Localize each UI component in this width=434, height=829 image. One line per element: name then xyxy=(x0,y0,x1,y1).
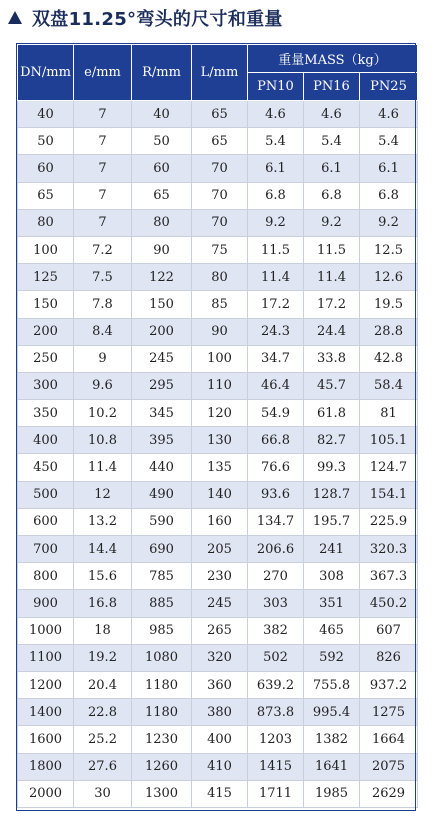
header-row-1 xyxy=(18,45,418,73)
cell-r: 440 xyxy=(132,454,192,481)
cell-l: 70 xyxy=(192,155,248,182)
cell-pn10: 1203 xyxy=(248,726,304,753)
cell-r: 1180 xyxy=(132,699,192,726)
cell-dn: 60 xyxy=(18,155,74,182)
cell-pn25: 320.3 xyxy=(360,536,418,563)
table-row xyxy=(18,155,418,182)
cell-e: 19.2 xyxy=(74,644,132,671)
cell-dn: 1800 xyxy=(18,753,74,780)
cell-pn25: 6.1 xyxy=(360,155,418,182)
cell-pn16: 61.8 xyxy=(304,400,360,427)
cell-pn16: 465 xyxy=(304,617,360,644)
cell-l: 380 xyxy=(192,699,248,726)
cell-pn16: 33.8 xyxy=(304,345,360,372)
cell-e: 7 xyxy=(74,101,132,128)
header-e: e/mm xyxy=(74,45,132,101)
cell-l: 120 xyxy=(192,400,248,427)
cell-e: 15.6 xyxy=(74,563,132,590)
cell-dn: 800 xyxy=(18,563,74,590)
cell-dn: 600 xyxy=(18,508,74,535)
cell-pn10: 382 xyxy=(248,617,304,644)
cell-r: 295 xyxy=(132,372,192,399)
cell-e: 11.4 xyxy=(74,454,132,481)
cell-pn10: 17.2 xyxy=(248,291,304,318)
cell-r: 1180 xyxy=(132,671,192,698)
cell-pn25: 105.1 xyxy=(360,427,418,454)
cell-dn: 500 xyxy=(18,481,74,508)
cell-pn16: 592 xyxy=(304,644,360,671)
cell-pn16: 45.7 xyxy=(304,372,360,399)
cell-pn10: 270 xyxy=(248,563,304,590)
header-pn25: PN25 xyxy=(360,73,418,101)
cell-pn10: 873.8 xyxy=(248,699,304,726)
cell-e: 8.4 xyxy=(74,318,132,345)
cell-pn16: 11.5 xyxy=(304,236,360,263)
cell-r: 60 xyxy=(132,155,192,182)
table-row xyxy=(18,780,418,807)
cell-r: 590 xyxy=(132,508,192,535)
cell-pn16: 308 xyxy=(304,563,360,590)
cell-l: 70 xyxy=(192,182,248,209)
cell-pn25: 607 xyxy=(360,617,418,644)
cell-pn10: 54.9 xyxy=(248,400,304,427)
cell-pn16: 351 xyxy=(304,590,360,617)
cell-pn16: 4.6 xyxy=(304,101,360,128)
table-row xyxy=(18,264,418,291)
cell-pn16: 11.4 xyxy=(304,264,360,291)
cell-pn25: 124.7 xyxy=(360,454,418,481)
cell-dn: 900 xyxy=(18,590,74,617)
cell-pn10: 6.1 xyxy=(248,155,304,182)
cell-dn: 1100 xyxy=(18,644,74,671)
cell-pn25: 2075 xyxy=(360,753,418,780)
cell-pn25: 12.5 xyxy=(360,236,418,263)
cell-e: 7.8 xyxy=(74,291,132,318)
cell-pn25: 19.5 xyxy=(360,291,418,318)
cell-l: 360 xyxy=(192,671,248,698)
cell-l: 400 xyxy=(192,726,248,753)
cell-e: 7 xyxy=(74,209,132,236)
cell-e: 9 xyxy=(74,345,132,372)
cell-r: 785 xyxy=(132,563,192,590)
cell-dn: 1400 xyxy=(18,699,74,726)
cell-l: 100 xyxy=(192,345,248,372)
cell-r: 345 xyxy=(132,400,192,427)
page-title: 双盘11.25°弯头的尺寸和重量 xyxy=(32,9,283,30)
cell-r: 395 xyxy=(132,427,192,454)
cell-l: 265 xyxy=(192,617,248,644)
cell-r: 1260 xyxy=(132,753,192,780)
cell-pn10: 303 xyxy=(248,590,304,617)
cell-pn10: 206.6 xyxy=(248,536,304,563)
cell-pn10: 4.6 xyxy=(248,101,304,128)
table-row xyxy=(18,236,418,263)
cell-dn: 300 xyxy=(18,372,74,399)
table-row xyxy=(18,400,418,427)
cell-dn: 1000 xyxy=(18,617,74,644)
cell-pn10: 134.7 xyxy=(248,508,304,535)
cell-l: 245 xyxy=(192,590,248,617)
cell-l: 85 xyxy=(192,291,248,318)
cell-pn16: 9.2 xyxy=(304,209,360,236)
cell-pn16: 5.4 xyxy=(304,128,360,155)
cell-r: 122 xyxy=(132,264,192,291)
cell-dn: 65 xyxy=(18,182,74,209)
cell-e: 7 xyxy=(74,182,132,209)
cell-r: 65 xyxy=(132,182,192,209)
cell-dn: 100 xyxy=(18,236,74,263)
cell-pn10: 6.8 xyxy=(248,182,304,209)
cell-pn25: 5.4 xyxy=(360,128,418,155)
cell-e: 7 xyxy=(74,128,132,155)
cell-l: 160 xyxy=(192,508,248,535)
cell-pn25: 28.8 xyxy=(360,318,418,345)
table-row xyxy=(18,128,418,155)
cell-pn16: 1985 xyxy=(304,780,360,807)
cell-pn16: 128.7 xyxy=(304,481,360,508)
cell-dn: 2000 xyxy=(18,780,74,807)
cell-r: 985 xyxy=(132,617,192,644)
cell-pn25: 826 xyxy=(360,644,418,671)
table-row xyxy=(18,563,418,590)
table-row xyxy=(18,699,418,726)
header-pn16: PN16 xyxy=(304,73,360,101)
cell-pn25: 1275 xyxy=(360,699,418,726)
cell-dn: 40 xyxy=(18,101,74,128)
cell-pn25: 9.2 xyxy=(360,209,418,236)
cell-pn10: 11.5 xyxy=(248,236,304,263)
table-row xyxy=(18,345,418,372)
header-dn: DN/mm xyxy=(18,45,74,101)
cell-pn16: 241 xyxy=(304,536,360,563)
cell-r: 245 xyxy=(132,345,192,372)
cell-r: 1080 xyxy=(132,644,192,671)
cell-r: 690 xyxy=(132,536,192,563)
header-r: R/mm xyxy=(132,45,192,101)
cell-pn25: 58.4 xyxy=(360,372,418,399)
cell-l: 65 xyxy=(192,101,248,128)
cell-e: 16.8 xyxy=(74,590,132,617)
cell-pn25: 1664 xyxy=(360,726,418,753)
cell-e: 18 xyxy=(74,617,132,644)
cell-dn: 200 xyxy=(18,318,74,345)
cell-r: 490 xyxy=(132,481,192,508)
cell-r: 1230 xyxy=(132,726,192,753)
cell-l: 130 xyxy=(192,427,248,454)
cell-e: 7.5 xyxy=(74,264,132,291)
cell-l: 410 xyxy=(192,753,248,780)
cell-r: 885 xyxy=(132,590,192,617)
cell-pn25: 450.2 xyxy=(360,590,418,617)
cell-e: 7.2 xyxy=(74,236,132,263)
cell-dn: 125 xyxy=(18,264,74,291)
cell-l: 75 xyxy=(192,236,248,263)
table-row xyxy=(18,372,418,399)
table-body xyxy=(18,101,418,808)
table-row xyxy=(18,291,418,318)
table-row xyxy=(18,617,418,644)
cell-l: 415 xyxy=(192,780,248,807)
header-mass: 重量MASS（kg） xyxy=(248,45,418,73)
cell-e: 7 xyxy=(74,155,132,182)
cell-e: 10.2 xyxy=(74,400,132,427)
cell-e: 22.8 xyxy=(74,699,132,726)
table-row xyxy=(18,427,418,454)
table-row xyxy=(18,671,418,698)
cell-pn10: 9.2 xyxy=(248,209,304,236)
cell-r: 40 xyxy=(132,101,192,128)
cell-e: 25.2 xyxy=(74,726,132,753)
cell-dn: 50 xyxy=(18,128,74,155)
cell-e: 10.8 xyxy=(74,427,132,454)
cell-pn16: 24.4 xyxy=(304,318,360,345)
cell-dn: 350 xyxy=(18,400,74,427)
cell-pn10: 76.6 xyxy=(248,454,304,481)
cell-pn10: 11.4 xyxy=(248,264,304,291)
cell-pn10: 66.8 xyxy=(248,427,304,454)
cell-dn: 250 xyxy=(18,345,74,372)
cell-e: 30 xyxy=(74,780,132,807)
cell-pn16: 195.7 xyxy=(304,508,360,535)
section-title xyxy=(8,6,283,30)
cell-r: 90 xyxy=(132,236,192,263)
cell-pn10: 34.7 xyxy=(248,345,304,372)
cell-pn25: 367.3 xyxy=(360,563,418,590)
header-pn10: PN10 xyxy=(248,73,304,101)
cell-l: 205 xyxy=(192,536,248,563)
table-row xyxy=(18,508,418,535)
table-row xyxy=(18,536,418,563)
cell-pn16: 82.7 xyxy=(304,427,360,454)
cell-pn25: 2629 xyxy=(360,780,418,807)
cell-l: 135 xyxy=(192,454,248,481)
cell-dn: 700 xyxy=(18,536,74,563)
table-row xyxy=(18,644,418,671)
table-row xyxy=(18,318,418,345)
cell-l: 110 xyxy=(192,372,248,399)
table-row xyxy=(18,209,418,236)
cell-dn: 80 xyxy=(18,209,74,236)
cell-pn25: 937.2 xyxy=(360,671,418,698)
cell-dn: 150 xyxy=(18,291,74,318)
cell-l: 90 xyxy=(192,318,248,345)
cell-r: 80 xyxy=(132,209,192,236)
table-row xyxy=(18,753,418,780)
cell-e: 14.4 xyxy=(74,536,132,563)
table-header xyxy=(18,45,418,101)
cell-pn16: 17.2 xyxy=(304,291,360,318)
cell-pn16: 1641 xyxy=(304,753,360,780)
cell-dn: 400 xyxy=(18,427,74,454)
cell-e: 12 xyxy=(74,481,132,508)
cell-pn10: 5.4 xyxy=(248,128,304,155)
dimension-weight-table xyxy=(17,44,418,808)
cell-pn25: 12.6 xyxy=(360,264,418,291)
cell-dn: 1600 xyxy=(18,726,74,753)
cell-pn10: 93.6 xyxy=(248,481,304,508)
table-row xyxy=(18,726,418,753)
cell-r: 200 xyxy=(132,318,192,345)
cell-pn25: 4.6 xyxy=(360,101,418,128)
cell-pn16: 1382 xyxy=(304,726,360,753)
cell-pn10: 24.3 xyxy=(248,318,304,345)
cell-r: 150 xyxy=(132,291,192,318)
cell-pn10: 502 xyxy=(248,644,304,671)
cell-pn25: 225.9 xyxy=(360,508,418,535)
cell-pn25: 6.8 xyxy=(360,182,418,209)
table-row xyxy=(18,101,418,128)
cell-l: 140 xyxy=(192,481,248,508)
cell-l: 230 xyxy=(192,563,248,590)
triangle-up-icon xyxy=(8,11,22,24)
cell-e: 20.4 xyxy=(74,671,132,698)
cell-pn25: 42.8 xyxy=(360,345,418,372)
cell-pn25: 81 xyxy=(360,400,418,427)
cell-pn25: 154.1 xyxy=(360,481,418,508)
cell-pn16: 99.3 xyxy=(304,454,360,481)
cell-l: 65 xyxy=(192,128,248,155)
cell-pn10: 1711 xyxy=(248,780,304,807)
cell-l: 70 xyxy=(192,209,248,236)
cell-pn16: 6.8 xyxy=(304,182,360,209)
cell-r: 1300 xyxy=(132,780,192,807)
cell-pn10: 1415 xyxy=(248,753,304,780)
cell-dn: 1200 xyxy=(18,671,74,698)
cell-e: 13.2 xyxy=(74,508,132,535)
cell-e: 9.6 xyxy=(74,372,132,399)
cell-r: 50 xyxy=(132,128,192,155)
table-row xyxy=(18,454,418,481)
table-row xyxy=(18,182,418,209)
cell-pn16: 6.1 xyxy=(304,155,360,182)
cell-pn10: 639.2 xyxy=(248,671,304,698)
cell-pn10: 46.4 xyxy=(248,372,304,399)
cell-dn: 450 xyxy=(18,454,74,481)
cell-pn16: 995.4 xyxy=(304,699,360,726)
table-row xyxy=(18,590,418,617)
cell-e: 27.6 xyxy=(74,753,132,780)
cell-l: 320 xyxy=(192,644,248,671)
table-row xyxy=(18,481,418,508)
cell-l: 80 xyxy=(192,264,248,291)
header-l: L/mm xyxy=(192,45,248,101)
cell-pn16: 755.8 xyxy=(304,671,360,698)
